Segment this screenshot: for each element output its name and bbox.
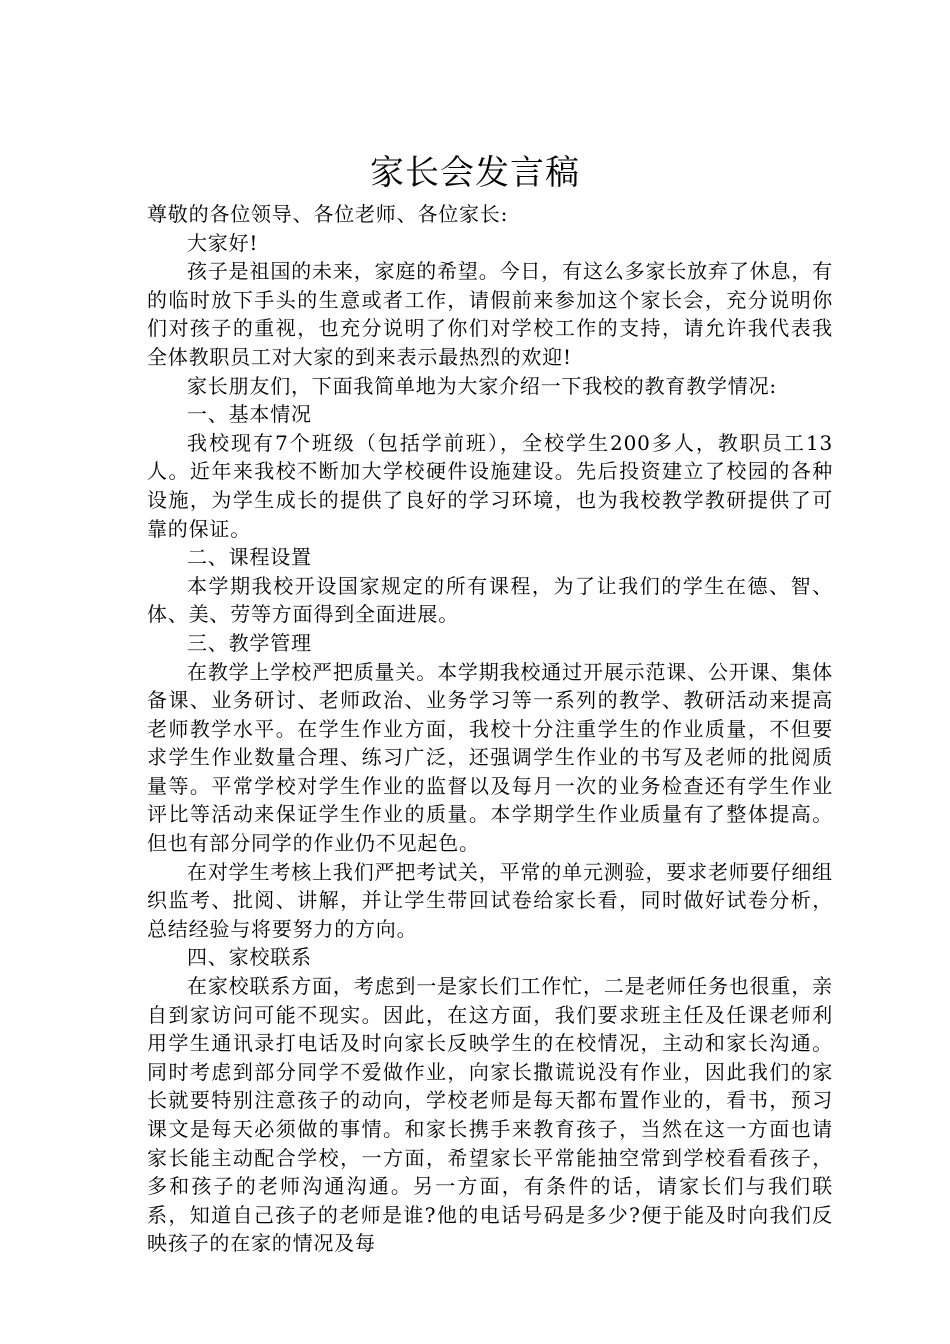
greeting-line: 尊敬的各位领导、各位老师、各位家长:: [147, 202, 509, 226]
section-heading-home-school: 四、家校联系: [187, 945, 312, 970]
section-heading-curriculum: 二、课程设置: [187, 545, 312, 570]
intro-paragraph: 孩子是祖国的未来，家庭的希望。今日，有这么多家长放弃了休息，有的临时放下手头的生意或者工作，请假前来参加这个家长会，充分说明你们对孩子的重视，也充分说明了你们对学校工作的支持，请允许我代表我全体教职员工对大家的到来表示最热烈的欢迎!: [147, 259, 833, 369]
document-title: 家长会发言稿: [370, 153, 580, 193]
section-body-basic: 我校现有7个班级（包括学前班），全校学生200多人，教职员工13人。近年来我校不断加大学校硬件设施建设。先后投资建立了校园的各种设施，为学生成长的提供了良好的学习环境，也为我校教学教研提供了可靠的保证。: [147, 430, 833, 541]
section-heading-teaching: 三、教学管理: [187, 630, 312, 655]
section-body-curriculum: 本学期我校开设国家规定的所有课程，为了让我们的学生在德、智、体、美、劳等方面得到全面进展。: [147, 573, 833, 627]
hello-line: 大家好!: [187, 230, 259, 255]
section-body-home-school: 在家校联系方面，考虑到一是家长们工作忙，二是老师任务也很重，亲自到家访问可能不现实。因此，在这方面，我们要求班主任及任课老师利用学生通讯录打电话及时向家长反映学生的在校情况，主动和家长沟通。同时考虑到部分同学不爱做作业，向家长撒谎说没有作业，因此我们的家长就要特别注意孩子的动向，学校老师是每天都布置作业的，看书，预习课文是每天必须做的事情。和家长携手来教育孩子，当然在这一方面也请家长能主动配合学校，一方面，希望家长平常能抽空常到学校看看孩子，多和孩子的老师沟通沟通。另一方面，有条件的话，请家长们与我们联系，知道自己孩子的老师是谁?他的电话号码是多少?便于能及时向我们反映孩子的在家的情况及每: [147, 974, 833, 1256]
section-body-teaching-2: 在对学生考核上我们严把考试关，平常的单元测验，要求老师要仔细组织监考、批阅、讲解，并让学生带回试卷给家长看，同时做好试卷分析，总结经验与将要努力的方向。: [147, 859, 833, 941]
section-heading-basic: 一、基本情况: [187, 402, 312, 427]
section-body-teaching-1: 在教学上学校严把质量关。本学期我校通过开展示范课、公开课、集体备课、业务研讨、老师政治、业务学习等一系列的教学、教研活动来提高老师教学水平。在学生作业方面，我校十分注重学生的作业质量，不但要求学生作业数量合理、练习广泛，还强调学生作业的书写及老师的批阅质量等。平常学校对学生作业的监督以及每月一次的业务检查还有学生作业评比等活动来保证学生作业的质量。本学期学生作业质量有了整体提高。但也有部分同学的作业仍不见起色。: [147, 659, 833, 856]
transition-paragraph: 家长朋友们，下面我简单地为大家介绍一下我校的教育教学情况:: [187, 373, 777, 398]
document-body: [147, 200, 833, 1258]
